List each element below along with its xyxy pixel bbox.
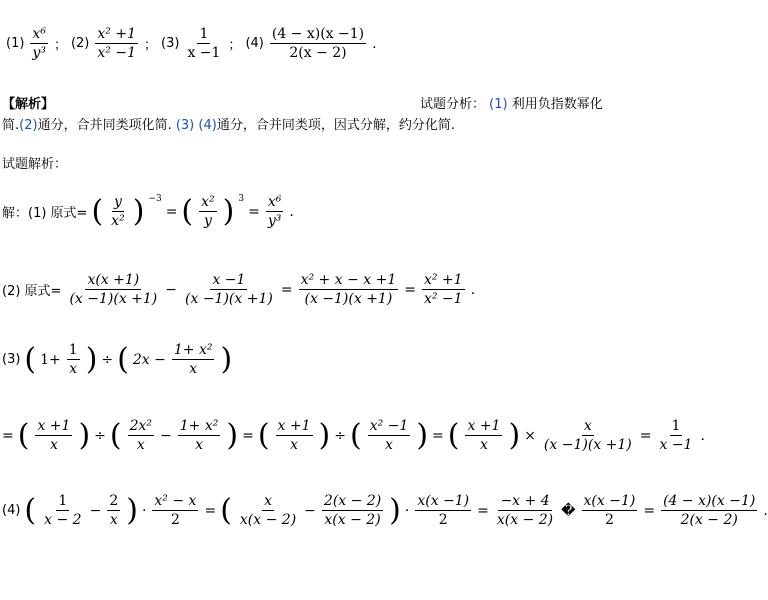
solution-heading: 试题解析： (2, 157, 68, 172)
equals: = (242, 427, 254, 444)
paren: ) (220, 341, 233, 377)
item-label: (2) (70, 36, 90, 51)
period: . (700, 427, 705, 444)
equals: = (204, 502, 217, 519)
part-number: (4) (198, 118, 217, 133)
paren: ) (85, 341, 98, 377)
paren: ) (222, 193, 235, 229)
glyph-mark: � (561, 502, 576, 519)
fraction: $\frac{2}{x}$ (109, 493, 119, 528)
paren: ( (181, 193, 194, 229)
period: . (372, 35, 377, 52)
part-number: (2) (19, 118, 38, 133)
equals: = (432, 427, 444, 444)
step-label: (4) (2, 503, 21, 518)
analysis-heading: 【解析】 (2, 97, 55, 112)
paren: ) (132, 193, 145, 229)
fraction: $\frac{x -1}{(x -1)(x +1)}$ (185, 272, 273, 307)
paren: ( (24, 492, 37, 528)
analysis-text: 通分，合并同类项，因式分解，约分化简. (216, 118, 455, 133)
paren: ( (24, 341, 37, 377)
fraction: $\frac{\text{1+ x²}}{x}$ (179, 418, 219, 453)
solution-step-1 (2, 194, 294, 229)
analysis-label: 试题分析： (420, 97, 486, 112)
fraction: $\frac{\text{x² −1}}{x}$ (369, 418, 409, 453)
solution-step-3 (2, 342, 232, 377)
equals: = (639, 427, 652, 444)
fraction: $\frac{(4 - x)(x -1)}{2(x - 2)}$ (663, 493, 756, 528)
item-label: (1) (6, 36, 25, 51)
paren: ( (17, 417, 30, 453)
minus: − (89, 502, 102, 519)
fraction: $\frac{x +1}{x}$ (277, 418, 311, 453)
fraction: $\frac{x(x -1)}{2}$ (417, 493, 470, 528)
analysis-line1 (420, 93, 603, 112)
fraction: $\frac{y}{\text{x²}}$ (111, 194, 125, 229)
fraction: $\frac{x}{(x -1)(x +1)}$ (543, 418, 632, 453)
fraction: $\frac{x +1}{x}$ (37, 418, 71, 453)
part-number: (1) (489, 97, 508, 112)
analysis-text: 通分，合并同类项化简. (37, 118, 172, 133)
term: 1+ (40, 351, 61, 368)
equals: = (280, 281, 293, 298)
paren: ( (91, 193, 104, 229)
item-label: (4) (245, 36, 264, 51)
solution-step-2 (2, 272, 475, 307)
fraction: $\frac{x}{x(x - 2)}$ (239, 493, 297, 528)
step-prefix: (2) 原式= (2, 284, 62, 299)
fraction: $\frac{\text{2x²}}{x}$ (129, 418, 153, 453)
paren: ( (349, 417, 362, 453)
analysis-line2 (2, 114, 455, 133)
problem-line (6, 26, 377, 61)
period: . (470, 281, 476, 298)
equals: = (248, 203, 260, 220)
fraction: $\frac{(4 - x)(x -1)}{2(x - 2)}$ (271, 26, 365, 61)
paren: ) (78, 417, 91, 453)
fraction: $\frac{\text{x⁶}}{\text{y³}}$ (267, 194, 282, 229)
part-number: (3) (175, 118, 195, 133)
exponent: 3 (238, 194, 245, 204)
fraction: $\frac{\text{x² +1}}{\text{x² −1}}$ (97, 26, 136, 61)
paren: ) (126, 492, 138, 528)
equals: = (404, 281, 416, 298)
equals: = (165, 203, 178, 220)
dot: · (404, 502, 410, 519)
divide: ÷ (101, 351, 114, 368)
separator: ； (53, 38, 67, 53)
divide: ÷ (334, 427, 346, 444)
fraction: $\frac{\text{x² + x − x +1}}{(x -1)(x +1)}$ (300, 272, 397, 307)
step-prefix: 解：(1) 原式= (2, 206, 88, 221)
separator: ； (144, 38, 158, 53)
exponent: −3 (148, 194, 162, 204)
paren: ) (226, 417, 239, 453)
fraction: $\frac{\text{x² − x}}{2}$ (154, 493, 197, 528)
paren: ) (318, 417, 331, 453)
equals: = (2, 427, 14, 444)
analysis-text: 利用负指数幂化 (511, 97, 603, 112)
paren: ( (220, 492, 232, 528)
equals: = (643, 502, 656, 519)
paren: ) (416, 417, 429, 453)
fraction: $\frac{2(x - 2)}{x(x - 2)}$ (323, 493, 382, 528)
paren: ) (508, 417, 521, 453)
fraction: $\frac{x +1}{x}$ (467, 418, 501, 453)
dot: · (141, 502, 147, 519)
fraction: $\frac{1}{x}$ (68, 342, 78, 377)
fraction: $\frac{x(x +1)}{(x -1)(x +1)}$ (69, 272, 158, 307)
fraction: $\frac{-x + 4}{x(x - 2)}$ (496, 493, 554, 528)
minus: − (304, 502, 316, 519)
solution-step-3-cont (2, 418, 705, 453)
minus: − (160, 427, 172, 444)
item-label: (3) (161, 36, 180, 51)
period: . (763, 502, 768, 519)
step-label: (3) (2, 352, 21, 367)
analysis-text: 简. (2, 118, 20, 133)
fraction: $\frac{1}{x -1}$ (659, 418, 693, 453)
fraction: $\frac{\text{x²}}{y}$ (201, 194, 215, 229)
fraction: $\frac{\text{x⁶}}{\text{y³}}$ (32, 26, 46, 61)
minus: − (165, 281, 178, 298)
times: × (524, 427, 536, 444)
fraction: $\frac{x(x -1)}{2}$ (583, 493, 636, 528)
equals: = (477, 502, 489, 519)
fraction: $\frac{1}{x -1}$ (187, 26, 221, 61)
paren: ( (109, 417, 122, 453)
fraction: $\frac{1}{x - 2}$ (44, 493, 82, 528)
fraction: $\frac{\text{x² +1}}{\text{x² −1}}$ (423, 272, 463, 307)
term: 2x − (132, 351, 166, 368)
paren: ( (257, 417, 270, 453)
period: . (289, 203, 294, 220)
fraction: $\frac{\text{1+ x²}}{x}$ (173, 342, 213, 377)
paren: ) (389, 492, 401, 528)
divide: ÷ (94, 427, 106, 444)
separator: ； (228, 38, 242, 53)
solution-step-4 (2, 493, 768, 528)
paren: ( (117, 341, 129, 377)
paren: ( (447, 417, 460, 453)
